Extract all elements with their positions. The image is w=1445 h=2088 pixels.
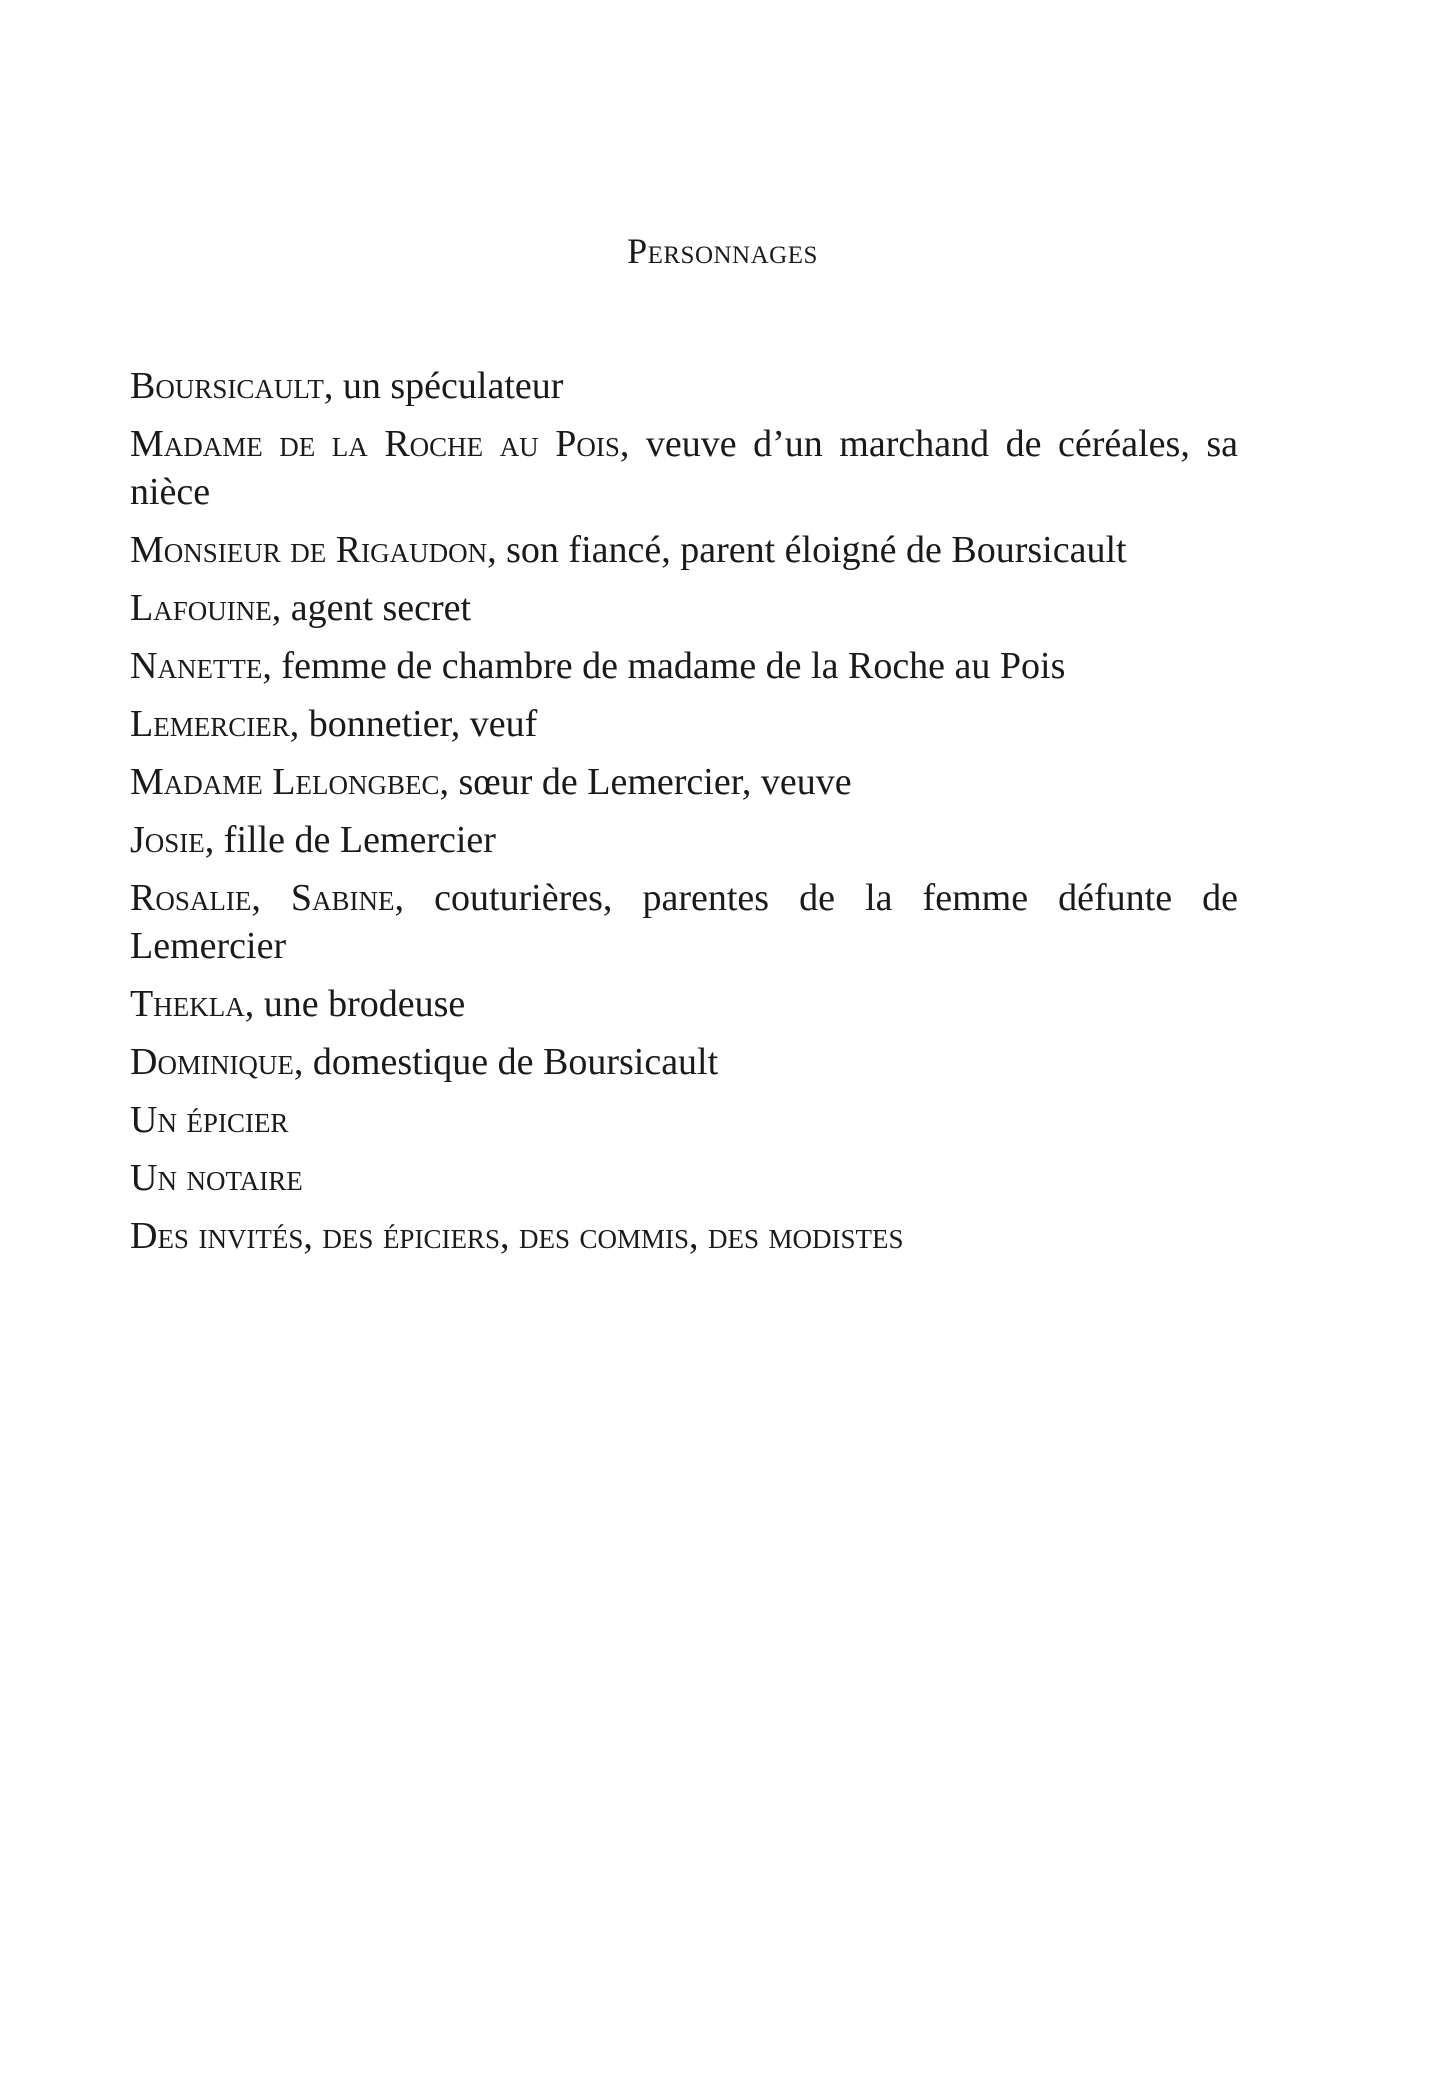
character-description: , couturières, parentes de la femme défunte de Lemercier bbox=[130, 877, 1238, 967]
cast-item bbox=[130, 362, 1238, 410]
cast-item bbox=[130, 642, 1238, 690]
character-name: Boursicault bbox=[130, 365, 324, 407]
character-name: Dominique bbox=[130, 1041, 294, 1083]
character-name: Un notaire bbox=[130, 1157, 303, 1199]
character-name: Madame Lelongbec bbox=[130, 761, 440, 803]
character-name: Thekla bbox=[130, 983, 245, 1025]
cast-item bbox=[130, 1096, 1238, 1144]
character-name: Rosalie, Sabine bbox=[130, 877, 395, 919]
cast-item bbox=[130, 980, 1238, 1028]
cast-item bbox=[130, 526, 1238, 574]
character-name: Lemercier bbox=[130, 703, 290, 745]
character-description: , un spéculateur bbox=[323, 365, 564, 407]
character-description: , veuve d’un marchand de céréales, sa nièce bbox=[130, 423, 1238, 513]
character-name: Madame de la Roche au Pois bbox=[130, 423, 620, 465]
character-description: , agent secret bbox=[271, 587, 472, 629]
character-name: Un épicier bbox=[130, 1099, 289, 1141]
cast-item bbox=[130, 584, 1238, 632]
cast-item bbox=[130, 758, 1238, 806]
character-name: Des invités, des épiciers, des commis, des modistes bbox=[130, 1215, 904, 1257]
cast-item bbox=[130, 1038, 1238, 1086]
page-title: Personnages bbox=[627, 231, 818, 271]
character-description: , fille de Lemercier bbox=[204, 819, 496, 861]
character-description: , bonnetier, veuf bbox=[289, 703, 538, 745]
character-name: Josie bbox=[130, 819, 205, 861]
cast-item bbox=[130, 700, 1238, 748]
cast-list bbox=[130, 362, 1238, 1270]
character-description: , domestique de Boursicault bbox=[293, 1041, 719, 1083]
character-name: Monsieur de Rigaudon bbox=[130, 529, 488, 571]
character-name: Nanette bbox=[130, 645, 263, 687]
cast-item bbox=[130, 1154, 1238, 1202]
character-description: , femme de chambre de madame de la Roche au Pois bbox=[262, 645, 1066, 687]
character-name: Lafouine bbox=[130, 587, 272, 629]
cast-item bbox=[130, 816, 1238, 864]
character-description: , une brodeuse bbox=[244, 983, 466, 1025]
cast-item bbox=[130, 420, 1238, 516]
character-description: , sœur de Lemercier, veuve bbox=[439, 761, 852, 803]
cast-item bbox=[130, 874, 1238, 970]
cast-item bbox=[130, 1212, 1238, 1260]
character-description: , son fiancé, parent éloigné de Boursicault bbox=[487, 529, 1127, 571]
